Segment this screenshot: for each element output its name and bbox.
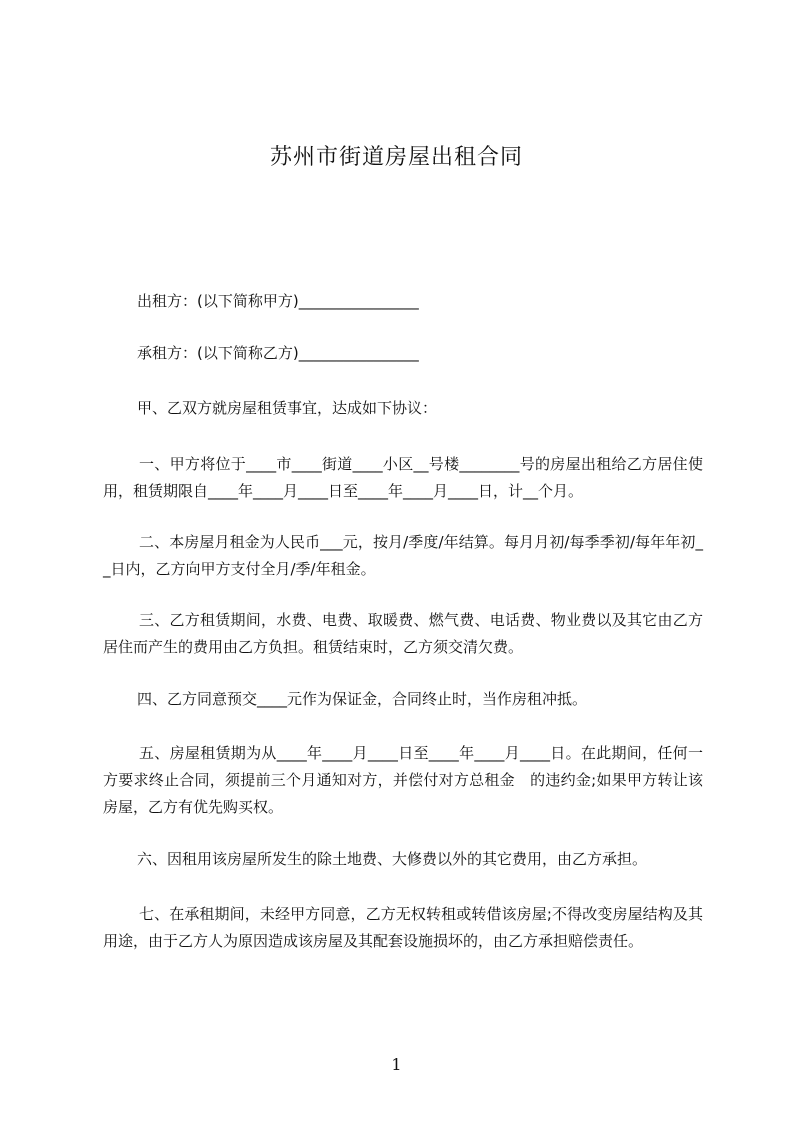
clause-1: 一、甲方将位于____市____街道____小区__号楼________号的房屋出租给乙方居住使用，租赁期限自____年____月____日至____年____月____日，计__个月。: [103, 455, 703, 500]
clause-3: 三、乙方租赁期间，水费、电费、取暖费、燃气费、电话费、物业费以及其它由乙方居住而产生的费用由乙方负担。租赁结束时，乙方须交清欠费。: [103, 611, 703, 656]
lessee-line: 承租方：(以下简称乙方)________________: [137, 344, 419, 362]
contract-title: 苏州市街道房屋出租合同: [269, 145, 523, 170]
clause-5: 五、房屋租赁期为从____年____月____日至____年____月____日。在此期间，任何一方要求终止合同，须提前三个月通知对方，并偿付对方总租金 的违约金;如果甲方转让该房屋，乙方有优先购买权。: [103, 744, 703, 816]
clause-4: 四、乙方同意预交____元作为保证金，合同终止时，当作房租冲抵。: [137, 690, 588, 708]
lessor-line: 出租方：(以下简称甲方)________________: [137, 292, 419, 310]
clause-7: 七、在承租期间，未经甲方同意，乙方无权转租或转借该房屋;不得改变房屋结构及其用途，由于乙方人为原因造成该房屋及其配套设施损坏的，由乙方承担赔偿责任。: [103, 905, 703, 950]
clause-2: 二、本房屋月租金为人民币___元，按月/季度/年结算。每月月初/每季季初/每年年初__日内，乙方向甲方支付全月/季/年租金。: [103, 533, 703, 578]
clause-6: 六、因租用该房屋所发生的除土地费、大修费以外的其它费用，由乙方承担。: [137, 850, 648, 868]
agreement-intro: 甲、乙双方就房屋租赁事宜，达成如下协议：: [137, 399, 438, 417]
page-number: 1: [391, 1055, 402, 1074]
